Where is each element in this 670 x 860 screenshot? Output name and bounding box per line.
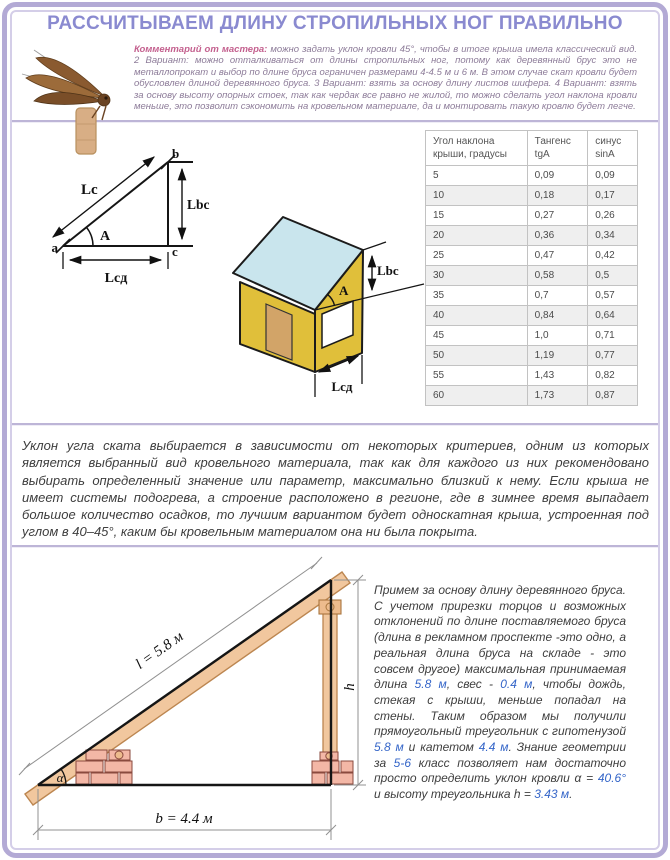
table-header-row — [426, 131, 638, 166]
angle-table — [425, 130, 638, 406]
text-segment: , свес - — [446, 677, 501, 692]
table-row — [426, 346, 638, 366]
comment-label: Комментарий от мастера: — [134, 44, 268, 55]
grasshopper-body — [76, 108, 96, 154]
rafter-dimension-line — [24, 563, 317, 769]
highlighted-number: 3.43 м — [534, 787, 570, 802]
col-header-tangent: Тангенс tgA — [527, 131, 588, 166]
value-cell: 1,0 — [527, 326, 588, 346]
value-cell: 0,18 — [527, 186, 588, 206]
section-divider — [9, 545, 661, 547]
text-segment: Примем за основу длину деревянного бруса. С учетом прирезки торцов и возможных отклонений по длине поставляемого бруса (длина в рекламном проспекте -это одно, а реальная длина бруса на складе - это совсем другое) максимальная принимаемая длина — [374, 583, 626, 692]
grasshopper-head — [98, 94, 110, 106]
table-row — [426, 206, 638, 226]
truss-diagram — [14, 556, 370, 854]
angle-cell: 50 — [426, 346, 528, 366]
highlighted-number: 4.4 м — [478, 740, 509, 755]
vertex-c-label: c — [172, 244, 178, 259]
value-cell: 0,77 — [588, 346, 638, 366]
angle-cell: 35 — [426, 286, 528, 306]
value-cell: 0,57 — [588, 286, 638, 306]
vertex-b-label: b — [172, 146, 180, 161]
right-brick-pier — [312, 752, 353, 784]
value-cell: 0,71 — [588, 326, 638, 346]
section-divider — [9, 423, 661, 425]
table-row — [426, 306, 638, 326]
value-cell: 0,64 — [588, 306, 638, 326]
angle-cell: 45 — [426, 326, 528, 346]
bottom-paragraph — [374, 583, 626, 803]
angle-label: α — [56, 770, 64, 785]
value-cell: 0,7 — [527, 286, 588, 306]
rafter-beam — [25, 572, 350, 805]
master-comment — [134, 44, 637, 112]
table-row — [426, 326, 638, 346]
text-segment: и катетом — [403, 740, 479, 755]
angle-cell: 55 — [426, 366, 528, 386]
value-cell: 1,43 — [527, 366, 588, 386]
triangle-diagram — [25, 142, 240, 304]
value-cell: 0,82 — [588, 366, 638, 386]
value-cell: 0,26 — [588, 206, 638, 226]
hypotenuse-dimension-arrow — [53, 157, 154, 237]
highlighted-number: 5.8 м — [414, 677, 447, 692]
value-cell: 0,84 — [527, 306, 588, 326]
angle-cell: 40 — [426, 306, 528, 326]
angle-cell: 25 — [426, 246, 528, 266]
page-title: РАССЧИТЫВАЕМ ДЛИНУ СТРОПИЛЬНЫХ НОГ ПРАВИЛЬНО — [47, 13, 623, 34]
value-cell: 0,34 — [588, 226, 638, 246]
angle-cell: 20 — [426, 226, 528, 246]
value-cell: 0,47 — [527, 246, 588, 266]
value-cell: 1,19 — [527, 346, 588, 366]
value-cell: 0,27 — [527, 206, 588, 226]
base-label: Lсд — [104, 271, 128, 286]
angle-cell: 30 — [426, 266, 528, 286]
angle-cell: 10 — [426, 186, 528, 206]
angle-arc — [86, 227, 93, 246]
table-row — [426, 266, 638, 286]
text-segment: . — [569, 787, 573, 802]
base-length-label: b = 4.4 м — [155, 811, 213, 827]
angle-label: A — [100, 229, 111, 244]
highlighted-number: 5.8 м — [374, 740, 404, 755]
table-row — [426, 366, 638, 386]
angle-table-body — [426, 166, 638, 406]
height-label: Lbc — [377, 263, 399, 278]
base-label: Lсд — [331, 379, 353, 394]
angle-cell: 15 — [426, 206, 528, 226]
text-segment: , чтобы дождь, стекая с крыши, меньше попадал на стены. Таким образом мы получили прямоугольный треугольник с гипотенузой — [374, 677, 627, 739]
vertex-a-label: a — [51, 240, 58, 255]
value-cell: 0,36 — [527, 226, 588, 246]
house-diagram — [228, 192, 428, 407]
value-cell: 0,42 — [588, 246, 638, 266]
value-cell: 0,09 — [588, 166, 638, 186]
highlighted-number: 5-6 — [393, 755, 412, 770]
rafter-length-label: l = 5.8 м — [133, 628, 187, 673]
text-segment: класс позволяет нам достаточно просто определить уклон кровли α = — [374, 755, 626, 786]
table-row — [426, 246, 638, 266]
value-cell: 0,58 — [527, 266, 588, 286]
highlighted-number: 40.6° — [597, 771, 626, 786]
table-row — [426, 386, 638, 406]
triangle-hypotenuse — [63, 162, 168, 246]
highlighted-number: 0.4 м — [500, 677, 533, 692]
grasshopper-icon — [14, 44, 129, 159]
text-segment: и высоту треугольника h = — [374, 787, 535, 802]
hypotenuse-label: Lc — [81, 182, 98, 198]
angle-cell: 5 — [426, 166, 528, 186]
height-label: h — [342, 683, 358, 691]
table-row — [426, 286, 638, 306]
value-cell: 0,5 — [588, 266, 638, 286]
truss-hypotenuse-line — [38, 580, 331, 785]
comment-body: можно задать уклон кровли 45°, чтобы в итоге крыша имела классический вид. 2 Вариант: можно отталкиваться от длины стропильных ног, потому как деревянный брус это не металлопрокат и выбор по длине бруса ограничен размерами 4-4.5 м и 6 м. В этом случае скат кровли будет обусловлен длиной деревянного бруса. 3 Вариант: взять за основу длину листов шифера. 4 Вариант: взять за основу высоту опорных стоек, так как чердак все равно не жилой, то можно сделать угол наклона кровли меньше, это позволит сэкономить на кровельном материале, да и монтировать такую кровлю будет легче. — [134, 44, 637, 113]
col-header-sine: синус sinA — [588, 131, 638, 166]
table-row — [426, 166, 638, 186]
middle-paragraph: Уклон угла ската выбирается в зависимости от некоторых критериев, одним из которых является выбранный вид кровельного материала, так как для каждого из них рекомендовано выбирать определенный значение или параметр, максимально близкий к нему. Если крыша не имеет системы подогрева, а строение расположено в регионе, где в зимнее время выпадает большое количество осадков, то лучшим вариантом будет односкатная крыша, устроенная под углом в 40–45°, каким бы кровельным материалом она ни была покрыта. — [22, 438, 649, 540]
text-segment: . Знание геометрии за — [374, 740, 627, 770]
value-cell: 0,17 — [588, 186, 638, 206]
table-row — [426, 226, 638, 246]
value-cell: 1,73 — [527, 386, 588, 406]
height-label: Lbc — [187, 197, 210, 212]
table-row — [426, 186, 638, 206]
value-cell: 0,09 — [527, 166, 588, 186]
col-header-angle: Угол наклона крыши, градусы — [426, 131, 528, 166]
value-cell: 0,87 — [588, 386, 638, 406]
angle-label: A — [339, 283, 349, 298]
angle-cell: 60 — [426, 386, 528, 406]
